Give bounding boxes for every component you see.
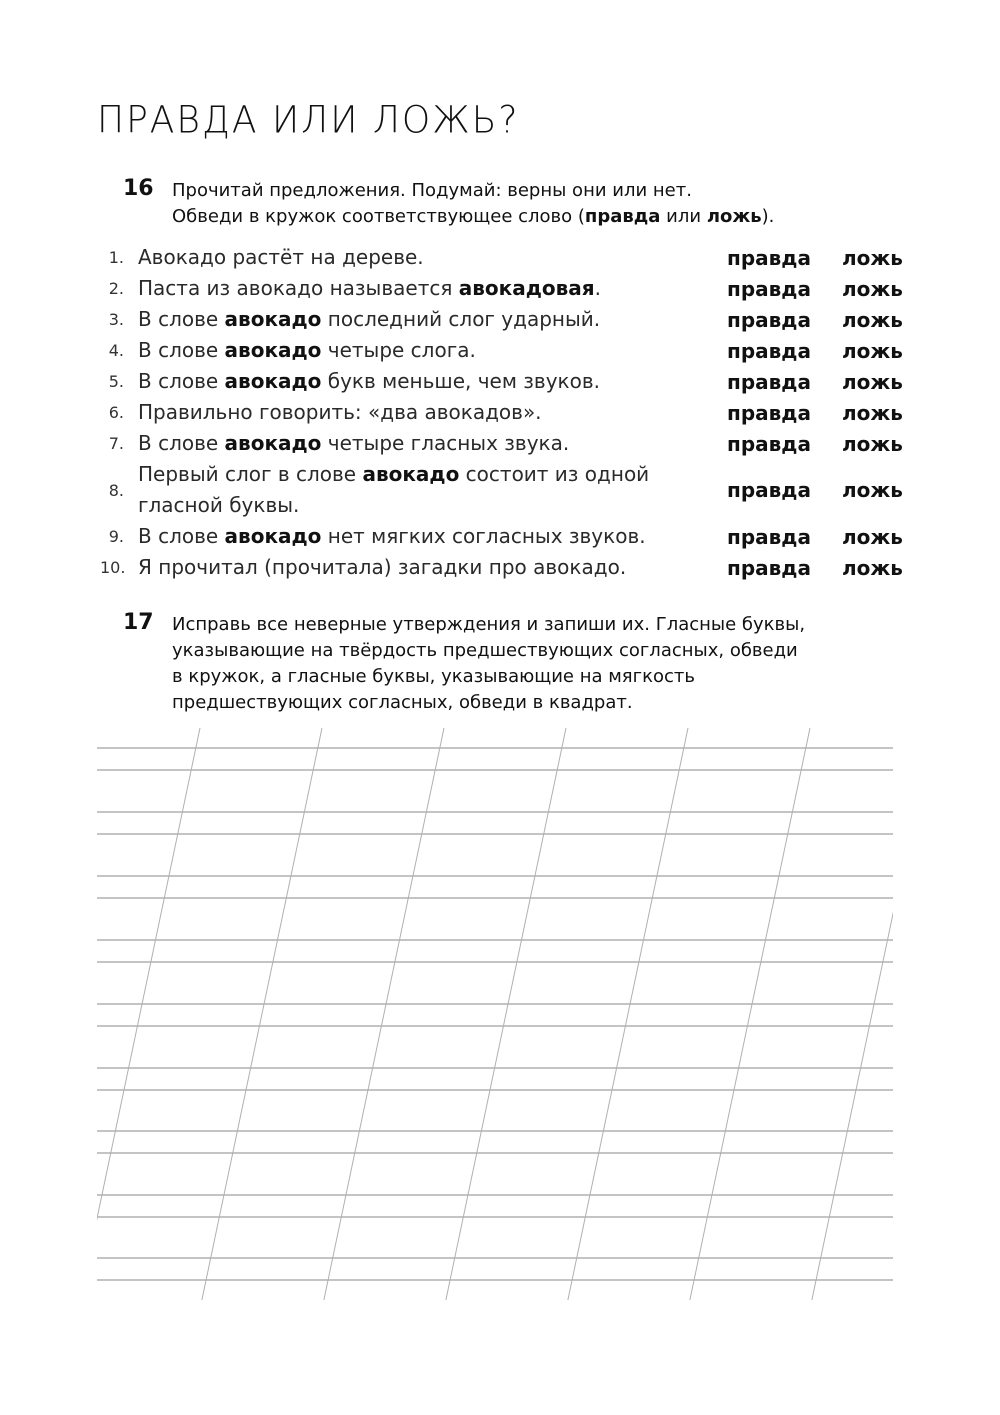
statement-text-part: . <box>594 276 601 300</box>
answer-true-option[interactable]: правда <box>727 555 811 580</box>
answer-false-option[interactable]: ложь <box>842 369 903 394</box>
statement-keyword: авокадо <box>224 431 322 455</box>
statement-text-part: Правильно говорить: «два авокадов». <box>138 400 542 424</box>
statement-text-part: нет мягких согласных звуков. <box>321 524 646 548</box>
statement-number: 4. <box>108 341 124 360</box>
instruction-bold-false: ложь <box>706 206 762 227</box>
slant-guide-line <box>690 728 810 1300</box>
statement-number: 3. <box>108 310 124 329</box>
statement-text-part: Паста из авокадо называется <box>138 276 459 300</box>
slant-guide-line <box>80 728 200 1300</box>
slant-guide-line <box>568 728 688 1300</box>
exercise-17-line: предшествующих согласных, обведи в квадрат. <box>172 692 633 713</box>
statement-keyword: авокадо <box>224 307 322 331</box>
statement-keyword: авокадо <box>224 524 322 548</box>
statement-number: 5. <box>108 372 124 391</box>
statement-text-part: В слове <box>138 338 225 362</box>
instruction-text: или <box>660 206 707 227</box>
page-title: ПРАВДА ИЛИ ЛОЖЬ? <box>97 98 520 143</box>
answer-false-option[interactable]: ложь <box>842 307 903 332</box>
answer-true-option[interactable]: правда <box>727 338 811 363</box>
statement-keyword: авокадо <box>224 338 322 362</box>
slant-guide-line <box>446 728 566 1300</box>
slant-guide-line <box>324 728 444 1300</box>
statement-keyword: авокадо <box>224 369 322 393</box>
exercise-16-number: 16 <box>123 176 154 201</box>
statement-text-part: В слове <box>138 369 225 393</box>
statement-text-part: В слове <box>138 307 225 331</box>
answer-false-option[interactable]: ложь <box>842 400 903 425</box>
answer-false-option[interactable]: ложь <box>842 431 903 456</box>
statement-text-part: четыре гласных звука. <box>321 431 570 455</box>
statement-number: 9. <box>108 527 124 546</box>
statement-keyword: авокадо <box>362 462 460 486</box>
statement-number: 1. <box>108 248 124 267</box>
exercise-17-line: в кружок, а гласные буквы, указывающие на мягкость <box>172 666 695 687</box>
answer-true-option[interactable]: правда <box>727 276 811 301</box>
answer-false-option[interactable]: ложь <box>842 245 903 270</box>
answer-true-option[interactable]: правда <box>727 245 811 270</box>
statement-text-part: состоит из одной <box>459 462 650 486</box>
statement-text-part: В слове <box>138 431 225 455</box>
answer-true-option[interactable]: правда <box>727 431 811 456</box>
statement-keyword: авокадовая <box>458 276 595 300</box>
answer-true-option[interactable]: правда <box>727 400 811 425</box>
instruction-text: Обведи в кружок соответствующее слово ( <box>172 206 585 227</box>
statement-text-part: Авокадо растёт на дереве. <box>138 245 424 269</box>
slant-guide-line <box>202 728 322 1300</box>
answer-false-option[interactable]: ложь <box>842 276 903 301</box>
statement-text-part: гласной буквы. <box>138 493 300 517</box>
statement-number: 10. <box>100 558 126 577</box>
slant-guide-line <box>812 728 932 1300</box>
answer-false-option[interactable]: ложь <box>842 524 903 549</box>
slant-guide-line <box>934 728 1000 1300</box>
answer-false-option[interactable]: ложь <box>842 478 903 502</box>
exercise-17-number: 17 <box>123 610 154 635</box>
statement-text-part: четыре слога. <box>321 338 476 362</box>
statement-text-part: последний слог ударный. <box>321 307 601 331</box>
exercise-17-line: указывающие на твёрдость предшествующих согласных, обведи <box>172 640 798 661</box>
instruction-bold-true: правда <box>584 206 661 227</box>
statement-number: 7. <box>108 434 124 453</box>
statement-text-part: Я прочитал (прочитала) загадки про авокадо. <box>138 555 627 579</box>
instruction-text: ). <box>761 206 775 227</box>
exercise-17-line: Исправь все неверные утверждения и запиши их. Гласные буквы, <box>172 614 806 635</box>
answer-true-option[interactable]: правда <box>727 369 811 394</box>
statement-text-part: букв меньше, чем звуков. <box>321 369 601 393</box>
answer-true-option[interactable]: правда <box>727 478 811 502</box>
statement-number: 2. <box>108 279 124 298</box>
exercise-16-line-1: Прочитай предложения. Подумай: верны они или нет. <box>172 180 692 201</box>
answer-false-option[interactable]: ложь <box>842 555 903 580</box>
statement-text-part: Первый слог в слове <box>138 462 363 486</box>
statement-text-part: В слове <box>138 524 225 548</box>
statement-number: 8. <box>108 480 124 500</box>
answer-true-option[interactable]: правда <box>727 524 811 549</box>
answer-true-option[interactable]: правда <box>727 307 811 332</box>
answer-false-option[interactable]: ложь <box>842 338 903 363</box>
statement-number: 6. <box>108 403 124 422</box>
